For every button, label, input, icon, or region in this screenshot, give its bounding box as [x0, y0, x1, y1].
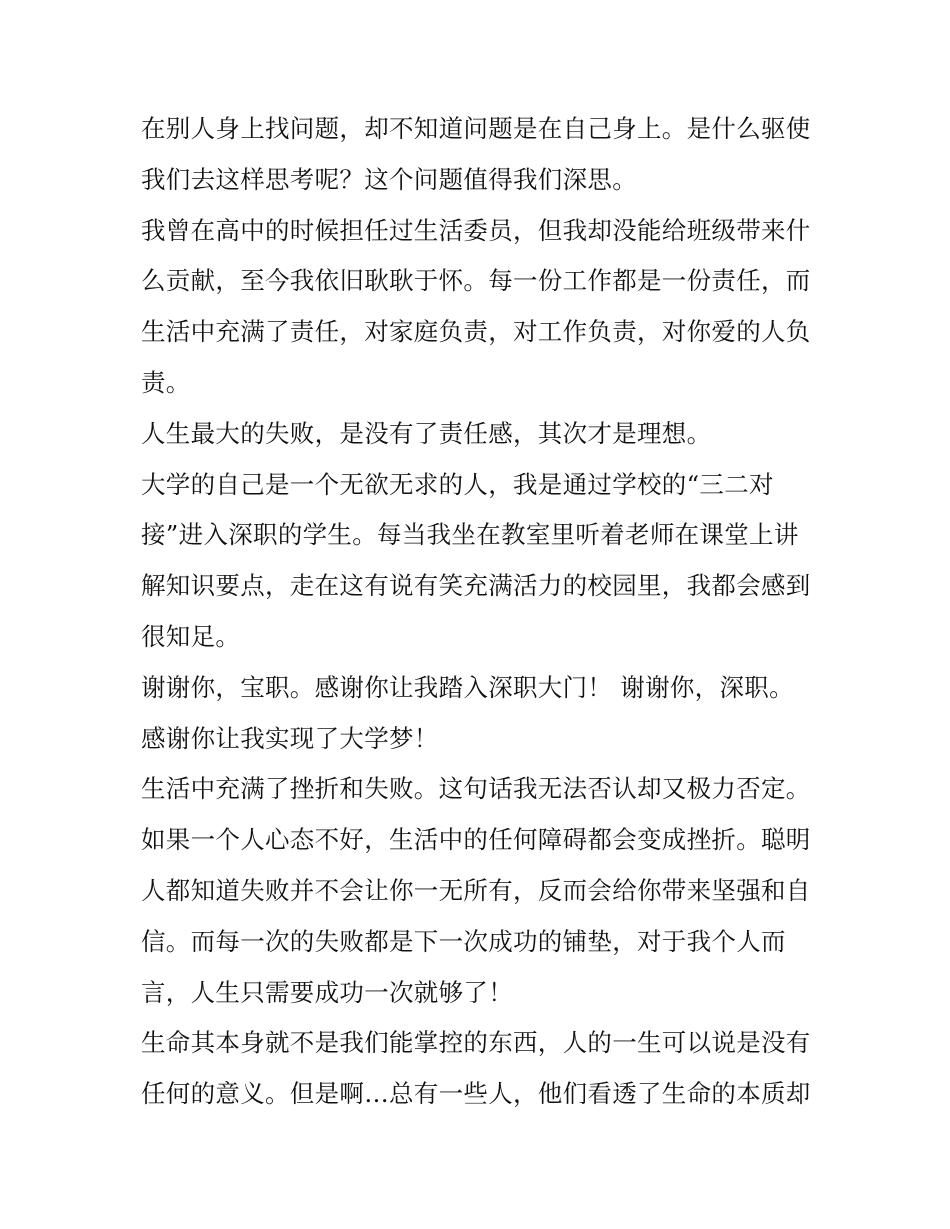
- text-line: 信。而每一次的失败都是下一次成功的铺垫，对于我个人而: [141, 926, 786, 956]
- text-line: 言，人生只需要成功一次就够了！: [141, 977, 513, 1007]
- text-line: 感谢你让我实现了大学梦！: [141, 723, 439, 753]
- text-line: 很知足。: [141, 621, 241, 651]
- text-line: 谢谢你，宝职。感谢你让我踏入深职大门！ 谢谢你，深职。: [141, 672, 794, 702]
- text-line: 任何的意义。但是啊…总有一些人，他们看透了生命的本质却: [141, 1079, 811, 1109]
- document-body: [141, 104, 821, 1120]
- text-line: 如果一个人心态不好，生活中的任何障碍都会变成挫折。聪明: [141, 825, 811, 855]
- text-line: 我们去这样思考呢？这个问题值得我们深思。: [141, 164, 637, 194]
- text-line: 生命其本身就不是我们能掌控的东西，人的一生可以说是没有: [141, 1028, 811, 1058]
- paragraph-2: [141, 206, 821, 409]
- text-line: 人都知道失败并不会让你一无所有，反而会给你带来坚强和自: [141, 875, 811, 905]
- text-line: 生活中充满了责任，对家庭负责，对工作负责，对你爱的人负: [141, 317, 811, 347]
- text-line: 解知识要点，走在这有说有笑充满活力的校园里，我都会感到: [141, 571, 811, 601]
- text-line: 在别人身上找问题，却不知道问题是在自己身上。是什么驱使: [141, 114, 811, 143]
- text-line: 大学的自己是一个无欲无求的人，我是通过学校的“三二对: [141, 469, 774, 499]
- text-line: 么贡献，至今我依旧耿耿于怀。每一份工作都是一份责任，而: [141, 266, 811, 296]
- paragraph-6: [141, 764, 821, 1018]
- text-line: 生活中充满了挫折和失败。这句话我无法否认却又极力否定。: [141, 774, 811, 804]
- paragraph-4: [141, 460, 821, 663]
- paragraph-5: [141, 663, 821, 765]
- text-line: 人生最大的失败，是没有了责任感，其次才是理想。: [141, 418, 712, 448]
- text-line: 责。: [141, 367, 191, 397]
- paragraph-7: [141, 1018, 821, 1120]
- paragraph-1: [141, 104, 821, 206]
- text-line: 接”进入深职的学生。每当我坐在教室里听着老师在课堂上讲: [141, 520, 799, 550]
- paragraph-3: [141, 409, 821, 460]
- text-line: 我曾在高中的时候担任过生活委员，但我却没能给班级带来什: [141, 215, 811, 245]
